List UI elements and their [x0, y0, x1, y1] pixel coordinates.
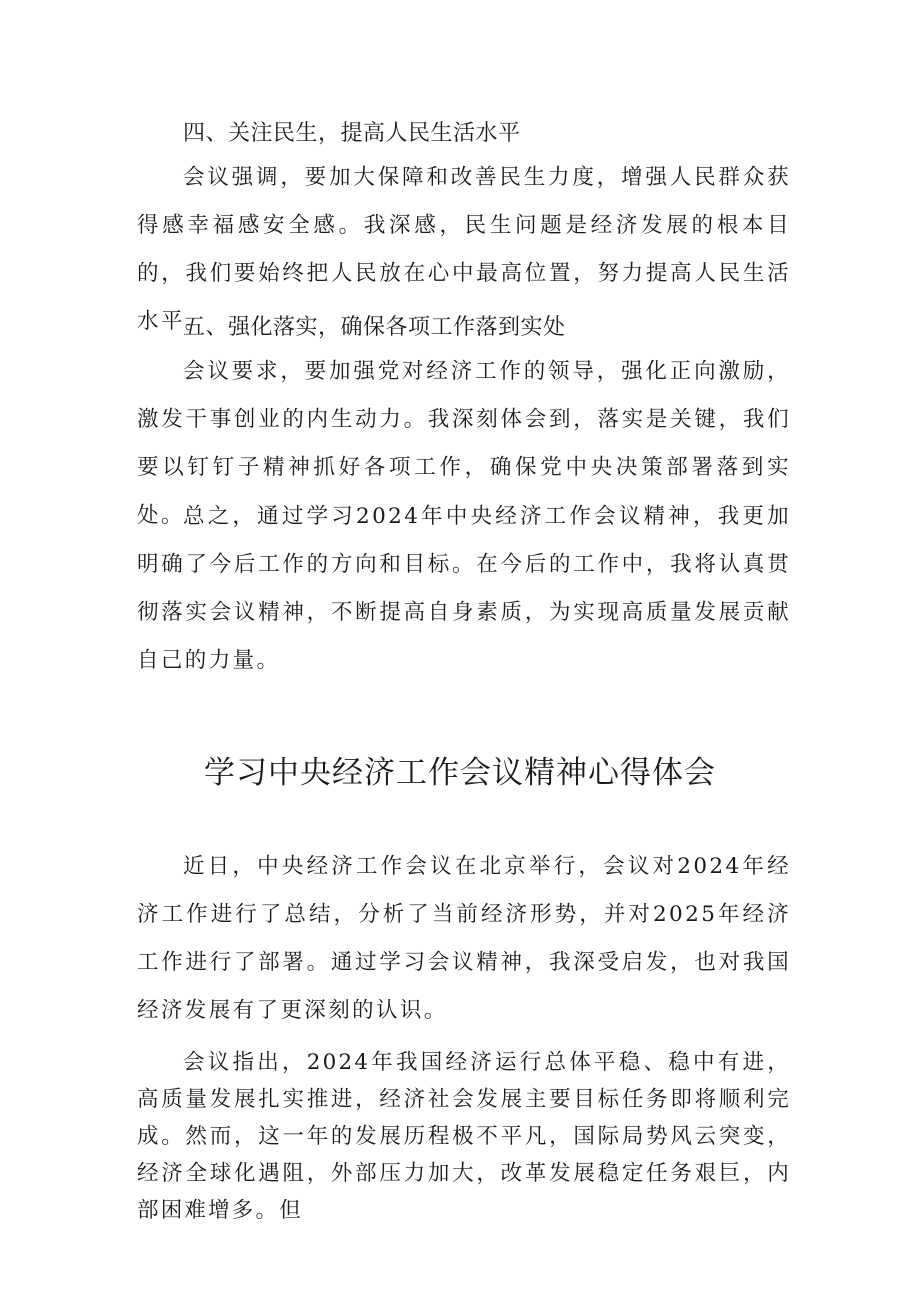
conclusion-paragraph: 总之，通过学习2024年中央经济工作会议精神，我更加明确了今后工作的方向和目标。在今后的工作中，我将认真贯彻落实会议精神，不断提高自身素质，为实现高质量发展贡献自己的力量。: [137, 504, 791, 673]
section-5-heading: 五、强化落实，确保各项工作落到实处: [183, 315, 566, 340]
section-5-paragraph: 会议要求，要加强党对经济工作的领导，强化正向激励，激发干事创业的内生动力。我深刻体会到，落实是关键，我们要以钉钉子精神抓好各项工作，确保党中央决策部署落到实处。: [137, 359, 791, 528]
article-intro-paragraph: 近日，中央经济工作会议在北京举行，会议对2024年经济工作进行了总结，分析了当前经济形势，并对2025年经济工作进行了部署。通过学习会议精神，我深受启发，也对我国经济发展有了更深刻的认识。: [137, 854, 791, 1023]
article-title: 学习中央经济工作会议精神心得体会: [204, 755, 716, 791]
section-4-heading: 四、关注民生，提高人民生活水平: [183, 121, 521, 146]
section-4-paragraph: 会议强调，要加大保障和改善民生力度，增强人民群众获得感幸福感安全感。我深感，民生问题是经济发展的根本目的，我们要始终把人民放在心中最高位置，努力提高人民生活水平。: [137, 165, 791, 334]
article-body-paragraph: 会议指出，2024年我国经济运行总体平稳、稳中有进，高质量发展扎实推进，经济社会发展主要目标任务即将顺利完成。然而，这一年的发展历程极不平凡，国际局势风云突变，经济全球化遇阻，外部压力加大，改革发展稳定任务艰巨，内部困难增多。但: [137, 1050, 791, 1223]
